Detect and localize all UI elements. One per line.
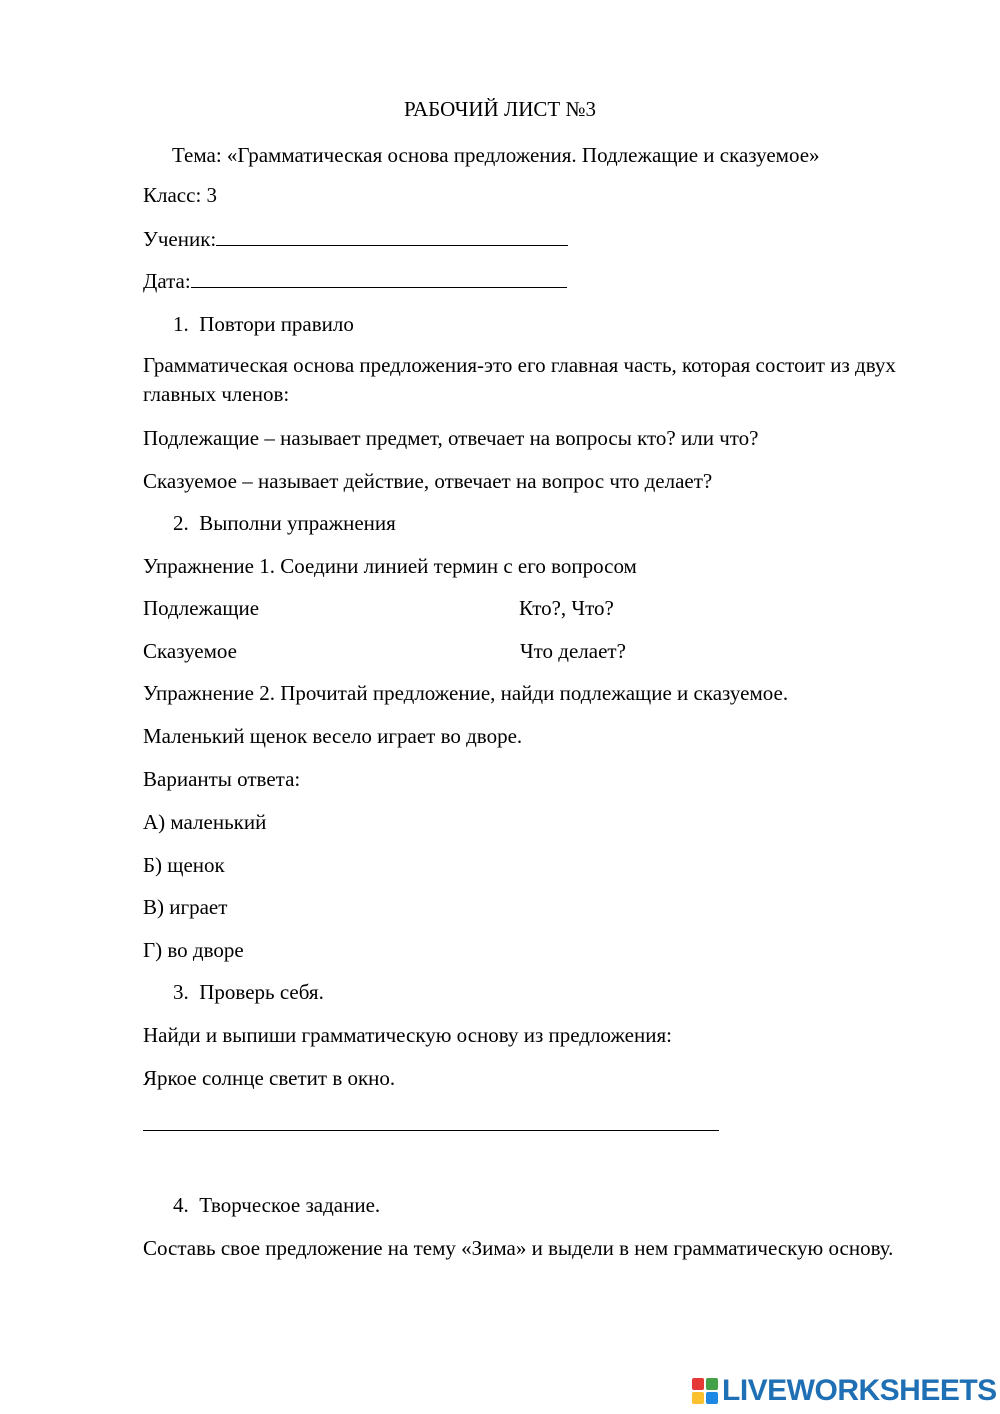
section-4-title: Творческое задание. <box>199 1193 381 1217</box>
section-4-number: 4. <box>173 1193 189 1217</box>
section-1-title: Повтори правило <box>199 312 354 336</box>
term-predicate[interactable]: Сказуемое <box>143 639 237 663</box>
section-2-number: 2. <box>173 511 189 535</box>
student-label: Ученик: <box>143 227 217 251</box>
rule-text: Грамматическая основа предложения-это его главная часть, которая состоит из двух главных членов: <box>143 353 896 406</box>
section-1-number: 1. <box>173 312 189 336</box>
section-1-heading <box>173 310 354 338</box>
section-3-heading <box>173 978 324 1006</box>
worksheet-title: РАБОЧИЙ ЛИСТ №3 <box>404 97 596 121</box>
predicate-rule: Сказуемое – называет действие, отвечает на вопрос что делает? <box>143 469 713 493</box>
exercise-1-title: Упражнение 1. Соедини линией термин с его вопросом <box>143 554 637 578</box>
date-line <box>143 267 567 295</box>
answer-line[interactable] <box>143 1130 719 1131</box>
exercise-2-title: Упражнение 2. Прочитай предложение, найди подлежащие и сказуемое. <box>143 681 789 705</box>
liveworksheets-logo <box>692 1374 997 1408</box>
student-name-field[interactable] <box>216 225 568 246</box>
section-3-task: Найди и выпиши грамматическую основу из предложения: <box>143 1023 672 1047</box>
option-g[interactable]: Г) во дворе <box>143 938 244 962</box>
section-4-heading <box>173 1191 380 1219</box>
section-3-title: Проверь себя. <box>199 980 324 1004</box>
option-b[interactable]: Б) щенок <box>143 853 225 877</box>
section-3-number: 3. <box>173 980 189 1004</box>
date-field[interactable] <box>191 267 567 288</box>
section-4-task: Составь свое предложение на тему «Зима» и выдели в нем грамматическую основу. <box>143 1236 894 1260</box>
option-v[interactable]: В) играет <box>143 895 228 919</box>
logo-text: LIVEWORKSHEETS <box>722 1374 997 1407</box>
section-2-heading <box>173 509 396 537</box>
question-what-does[interactable]: Что делает? <box>520 639 626 663</box>
date-label: Дата: <box>143 269 191 293</box>
variants-label: Варианты ответа: <box>143 767 301 791</box>
student-line <box>143 225 568 253</box>
class-line: Класс: 3 <box>143 183 218 207</box>
section-3-sentence: Яркое солнце светит в окно. <box>143 1066 396 1090</box>
term-subject[interactable]: Подлежащие <box>143 596 260 620</box>
option-a[interactable]: А) маленький <box>143 810 267 834</box>
topic-line: Тема: «Грамматическая основа предложения. Подлежащие и сказуемое» <box>172 143 820 167</box>
subject-rule: Подлежащие – называет предмет, отвечает на вопросы кто? или что? <box>143 426 759 450</box>
logo-mark-icon <box>692 1378 718 1404</box>
section-2-title: Выполни упражнения <box>199 511 396 535</box>
exercise-2-sentence: Маленький щенок весело играет во дворе. <box>143 724 523 748</box>
question-who-what[interactable]: Кто?, Что? <box>519 596 614 620</box>
